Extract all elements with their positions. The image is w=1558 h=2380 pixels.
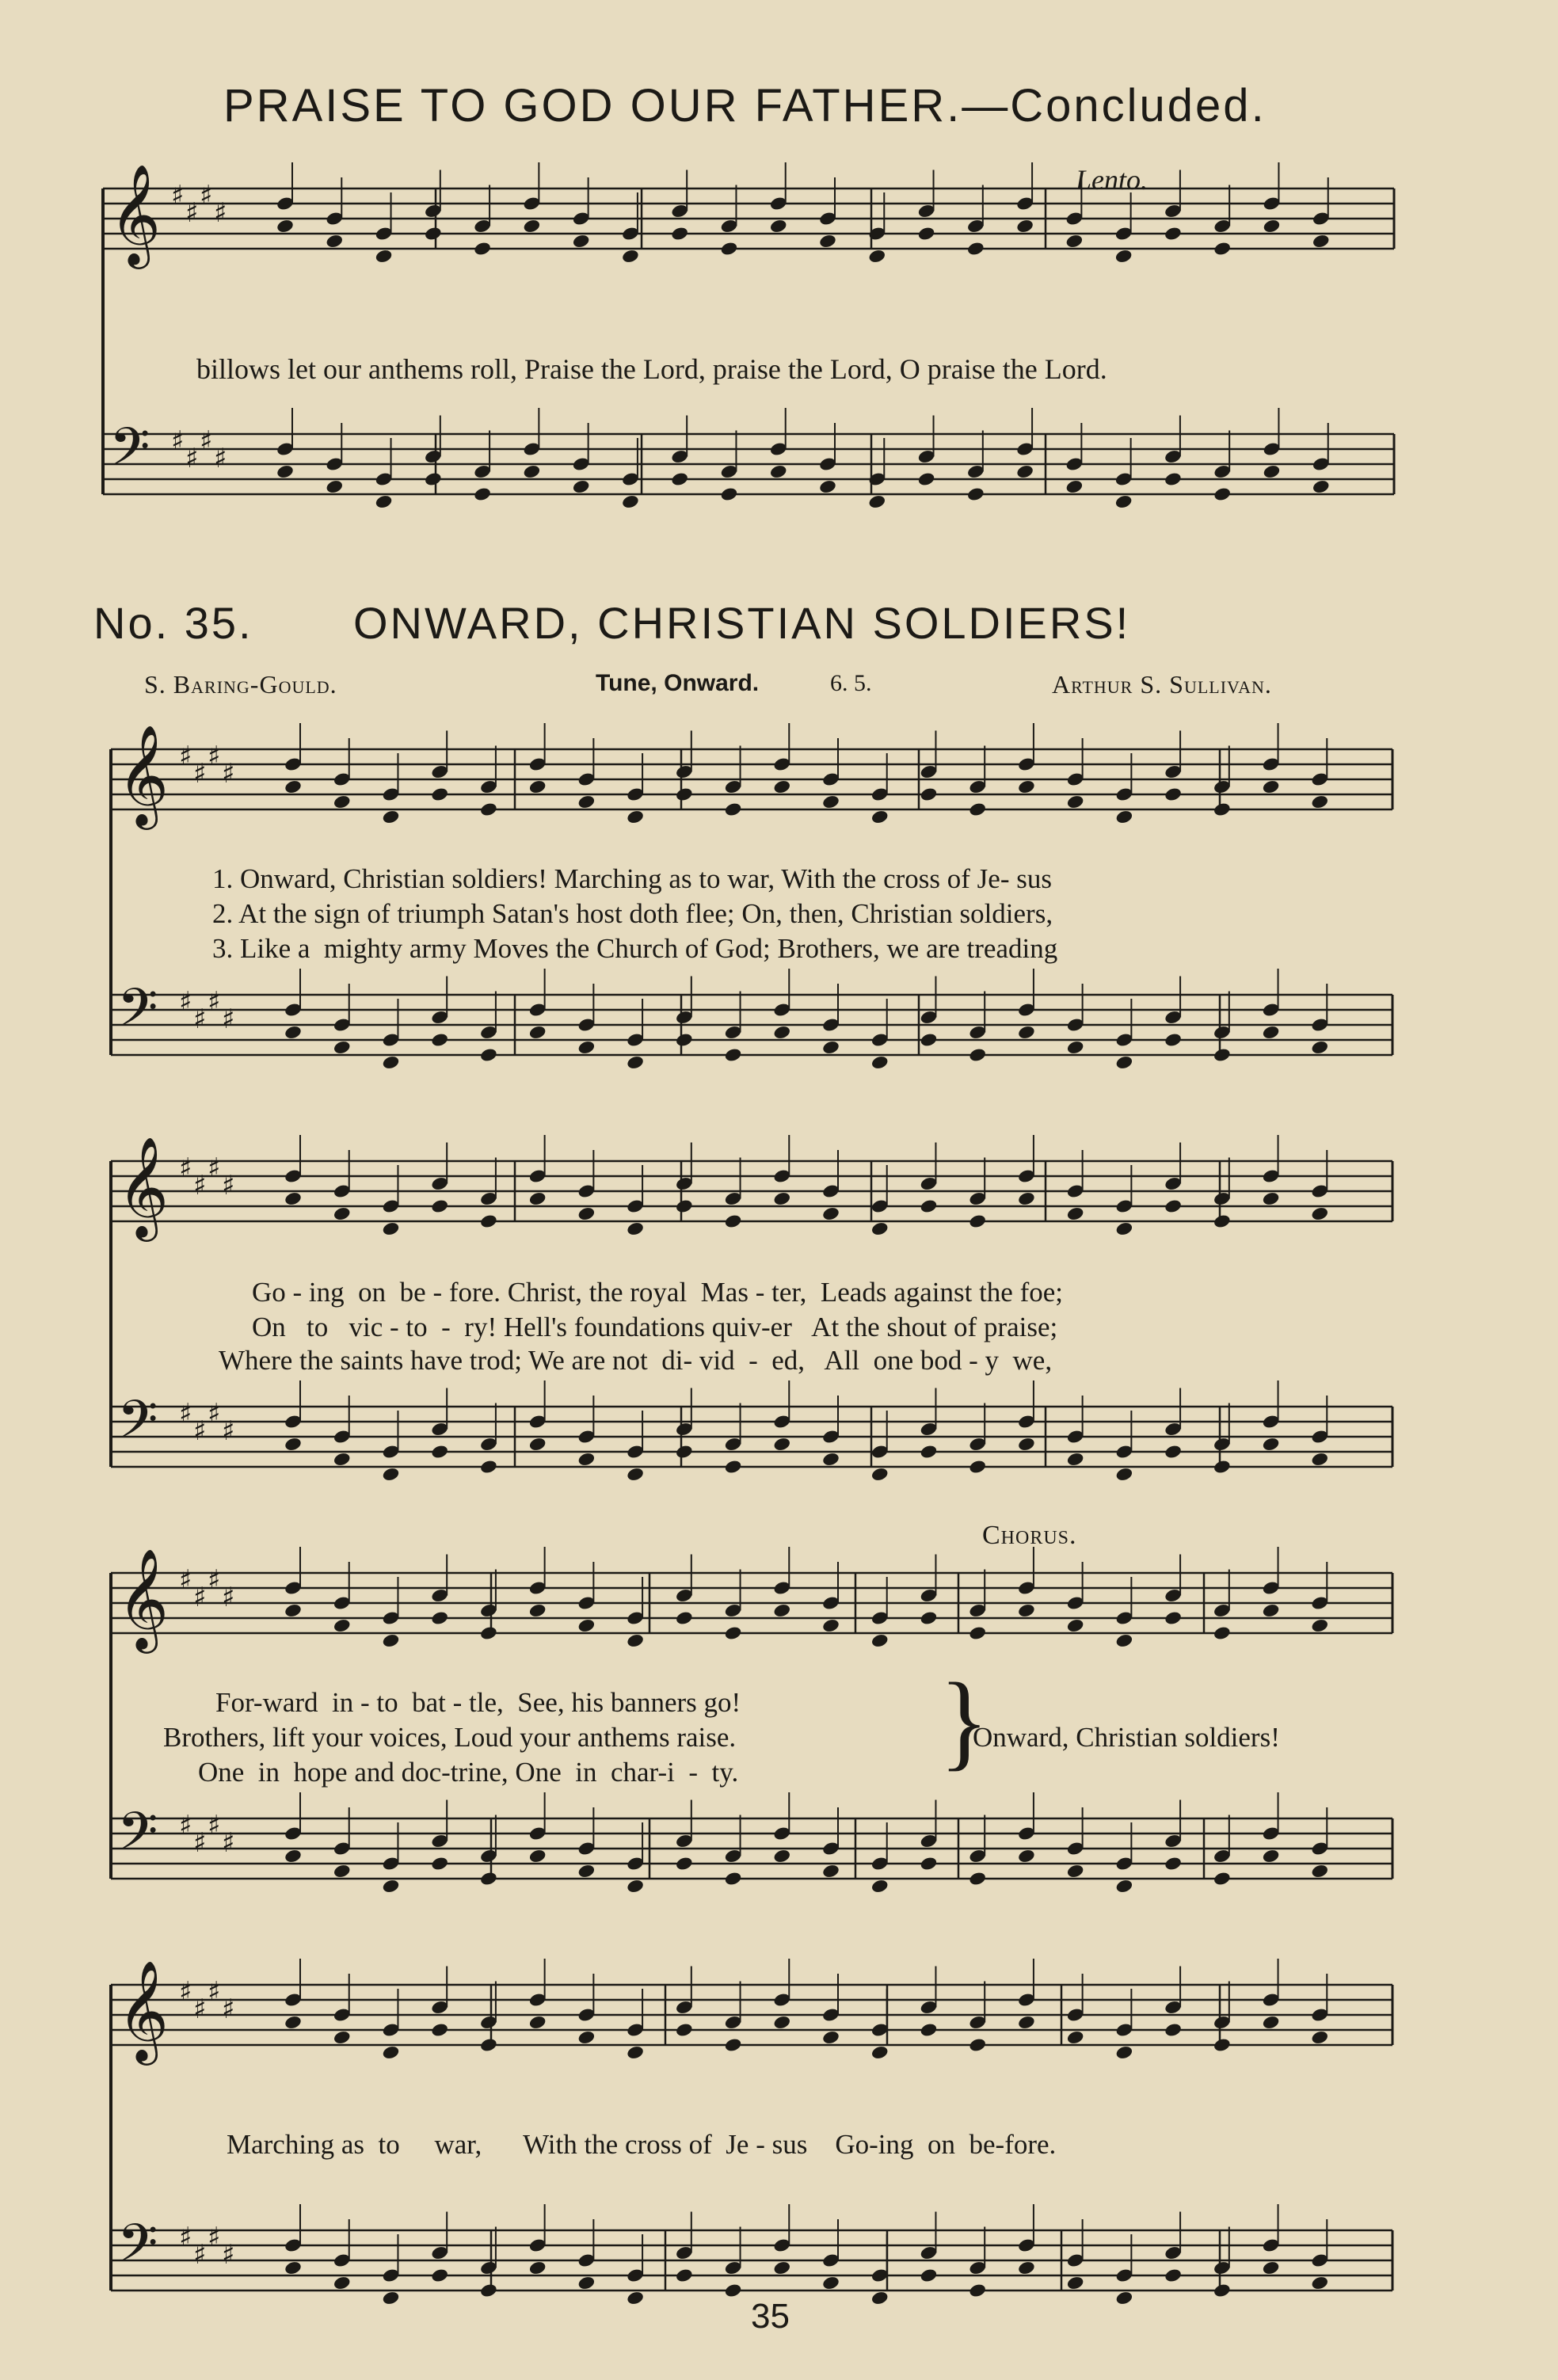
svg-text:♯: ♯ xyxy=(214,443,227,474)
svg-text:♯: ♯ xyxy=(193,1415,207,1447)
svg-text:𝄞: 𝄞 xyxy=(109,163,162,265)
svg-text:𝄢: 𝄢 xyxy=(117,2213,158,2287)
svg-text:𝄞: 𝄞 xyxy=(117,1136,170,1237)
svg-text:♯: ♯ xyxy=(179,1564,192,1596)
verse-3-line-1: 3. Like a mighty army Moves the Church of God; Brothers, we are treading xyxy=(212,933,1058,964)
svg-text:𝄢: 𝄢 xyxy=(117,977,158,1051)
concluded-title: PRAISE TO GOD OUR FATHER.—Concluded. xyxy=(223,80,1267,131)
svg-text:♯: ♯ xyxy=(208,741,221,772)
verse-1-line-2: Go - ing on be - fore. Christ, the royal Mas - ter, Leads against the foe; xyxy=(252,1277,1064,1308)
svg-text:♯: ♯ xyxy=(222,1415,235,1447)
svg-text:♯: ♯ xyxy=(200,425,213,457)
svg-text:♯: ♯ xyxy=(193,1993,207,2025)
final-lyric-line: Marching as to war, With the cross of Je - sus Go-ing on be-fore. xyxy=(227,2129,1057,2160)
tune-name: Tune, Onward. xyxy=(596,670,760,696)
verse-1-line-3: For-ward in - to bat - tle, See, his banners go! xyxy=(215,1687,741,1718)
svg-text:♯: ♯ xyxy=(193,2239,207,2271)
svg-text:♯: ♯ xyxy=(208,1398,221,1430)
svg-text:♯: ♯ xyxy=(179,1976,192,2008)
svg-text:♯: ♯ xyxy=(208,1810,221,1841)
verse-3-line-2: Where the saints have trod; We are not di- vid - ed, All one bod - y we, xyxy=(219,1345,1053,1376)
svg-text:♯: ♯ xyxy=(208,1564,221,1596)
svg-text:♯: ♯ xyxy=(222,758,235,790)
hymn-number: No. 35. xyxy=(93,598,253,648)
svg-text:♯: ♯ xyxy=(179,1152,192,1184)
svg-text:♯: ♯ xyxy=(185,197,199,229)
meter: 6. 5. xyxy=(830,670,872,696)
svg-text:♯: ♯ xyxy=(179,986,192,1018)
svg-text:♯: ♯ xyxy=(185,443,199,474)
svg-text:♯: ♯ xyxy=(222,1003,235,1035)
svg-text:♯: ♯ xyxy=(193,758,207,790)
verse-1-line-1: 1. Onward, Christian soldiers! Marching as to war, With the cross of Je- sus xyxy=(212,863,1052,894)
svg-text:𝄞: 𝄞 xyxy=(117,724,170,825)
svg-text:𝄞: 𝄞 xyxy=(117,1548,170,1649)
verse-brace: } xyxy=(939,1661,989,1781)
concluded-lyric: billows let our anthems roll, Praise the Lord, praise the Lord, O praise the Lord. xyxy=(196,353,1107,385)
svg-text:♯: ♯ xyxy=(200,180,213,211)
svg-text:♯: ♯ xyxy=(222,2239,235,2271)
svg-text:♯: ♯ xyxy=(179,2222,192,2253)
svg-text:♯: ♯ xyxy=(179,741,192,772)
svg-text:♯: ♯ xyxy=(171,180,185,211)
verse-2-line-1: 2. At the sign of triumph Satan's host doth flee; On, then, Christian soldiers, xyxy=(212,898,1053,929)
tempo-marking: Lento. xyxy=(1076,164,1149,196)
svg-text:♯: ♯ xyxy=(193,1170,207,1201)
hymn-title: ONWARD, CHRISTIAN SOLDIERS! xyxy=(353,598,1131,648)
svg-text:♯: ♯ xyxy=(208,2222,221,2253)
svg-text:♯: ♯ xyxy=(208,1152,221,1184)
svg-text:♯: ♯ xyxy=(208,986,221,1018)
svg-text:♯: ♯ xyxy=(222,1582,235,1613)
verse-3-line-3: One in hope and doc-trine, One in char-i - ty. xyxy=(198,1757,739,1788)
author-credit: S. Baring-Gould. xyxy=(144,670,337,699)
svg-text:♯: ♯ xyxy=(171,425,185,457)
svg-text:𝄢: 𝄢 xyxy=(109,417,150,490)
composer-credit: Arthur S. Sullivan. xyxy=(1052,670,1272,699)
chorus-label: Chorus. xyxy=(982,1521,1077,1550)
svg-text:♯: ♯ xyxy=(179,1398,192,1430)
svg-text:♯: ♯ xyxy=(208,1976,221,2008)
svg-text:♯: ♯ xyxy=(214,197,227,229)
svg-text:𝄢: 𝄢 xyxy=(117,1801,158,1875)
svg-text:♯: ♯ xyxy=(222,1993,235,2025)
svg-text:♯: ♯ xyxy=(193,1827,207,1859)
svg-text:♯: ♯ xyxy=(193,1582,207,1613)
verse-2-line-3: Brothers, lift your voices, Loud your anthems raise. xyxy=(163,1722,737,1753)
svg-text:𝄞: 𝄞 xyxy=(117,1959,170,2061)
svg-text:♯: ♯ xyxy=(193,1003,207,1035)
svg-text:♯: ♯ xyxy=(222,1170,235,1201)
svg-text:♯: ♯ xyxy=(179,1810,192,1841)
svg-text:♯: ♯ xyxy=(222,1827,235,1859)
chorus-lyric: Onward, Christian soldiers! xyxy=(973,1722,1280,1753)
svg-text:𝄢: 𝄢 xyxy=(117,1389,158,1463)
verse-2-line-2: On to vic - to - ry! Hell's foundations quiv-er At the shout of praise; xyxy=(252,1312,1058,1342)
page-number: 35 xyxy=(751,2297,790,2336)
